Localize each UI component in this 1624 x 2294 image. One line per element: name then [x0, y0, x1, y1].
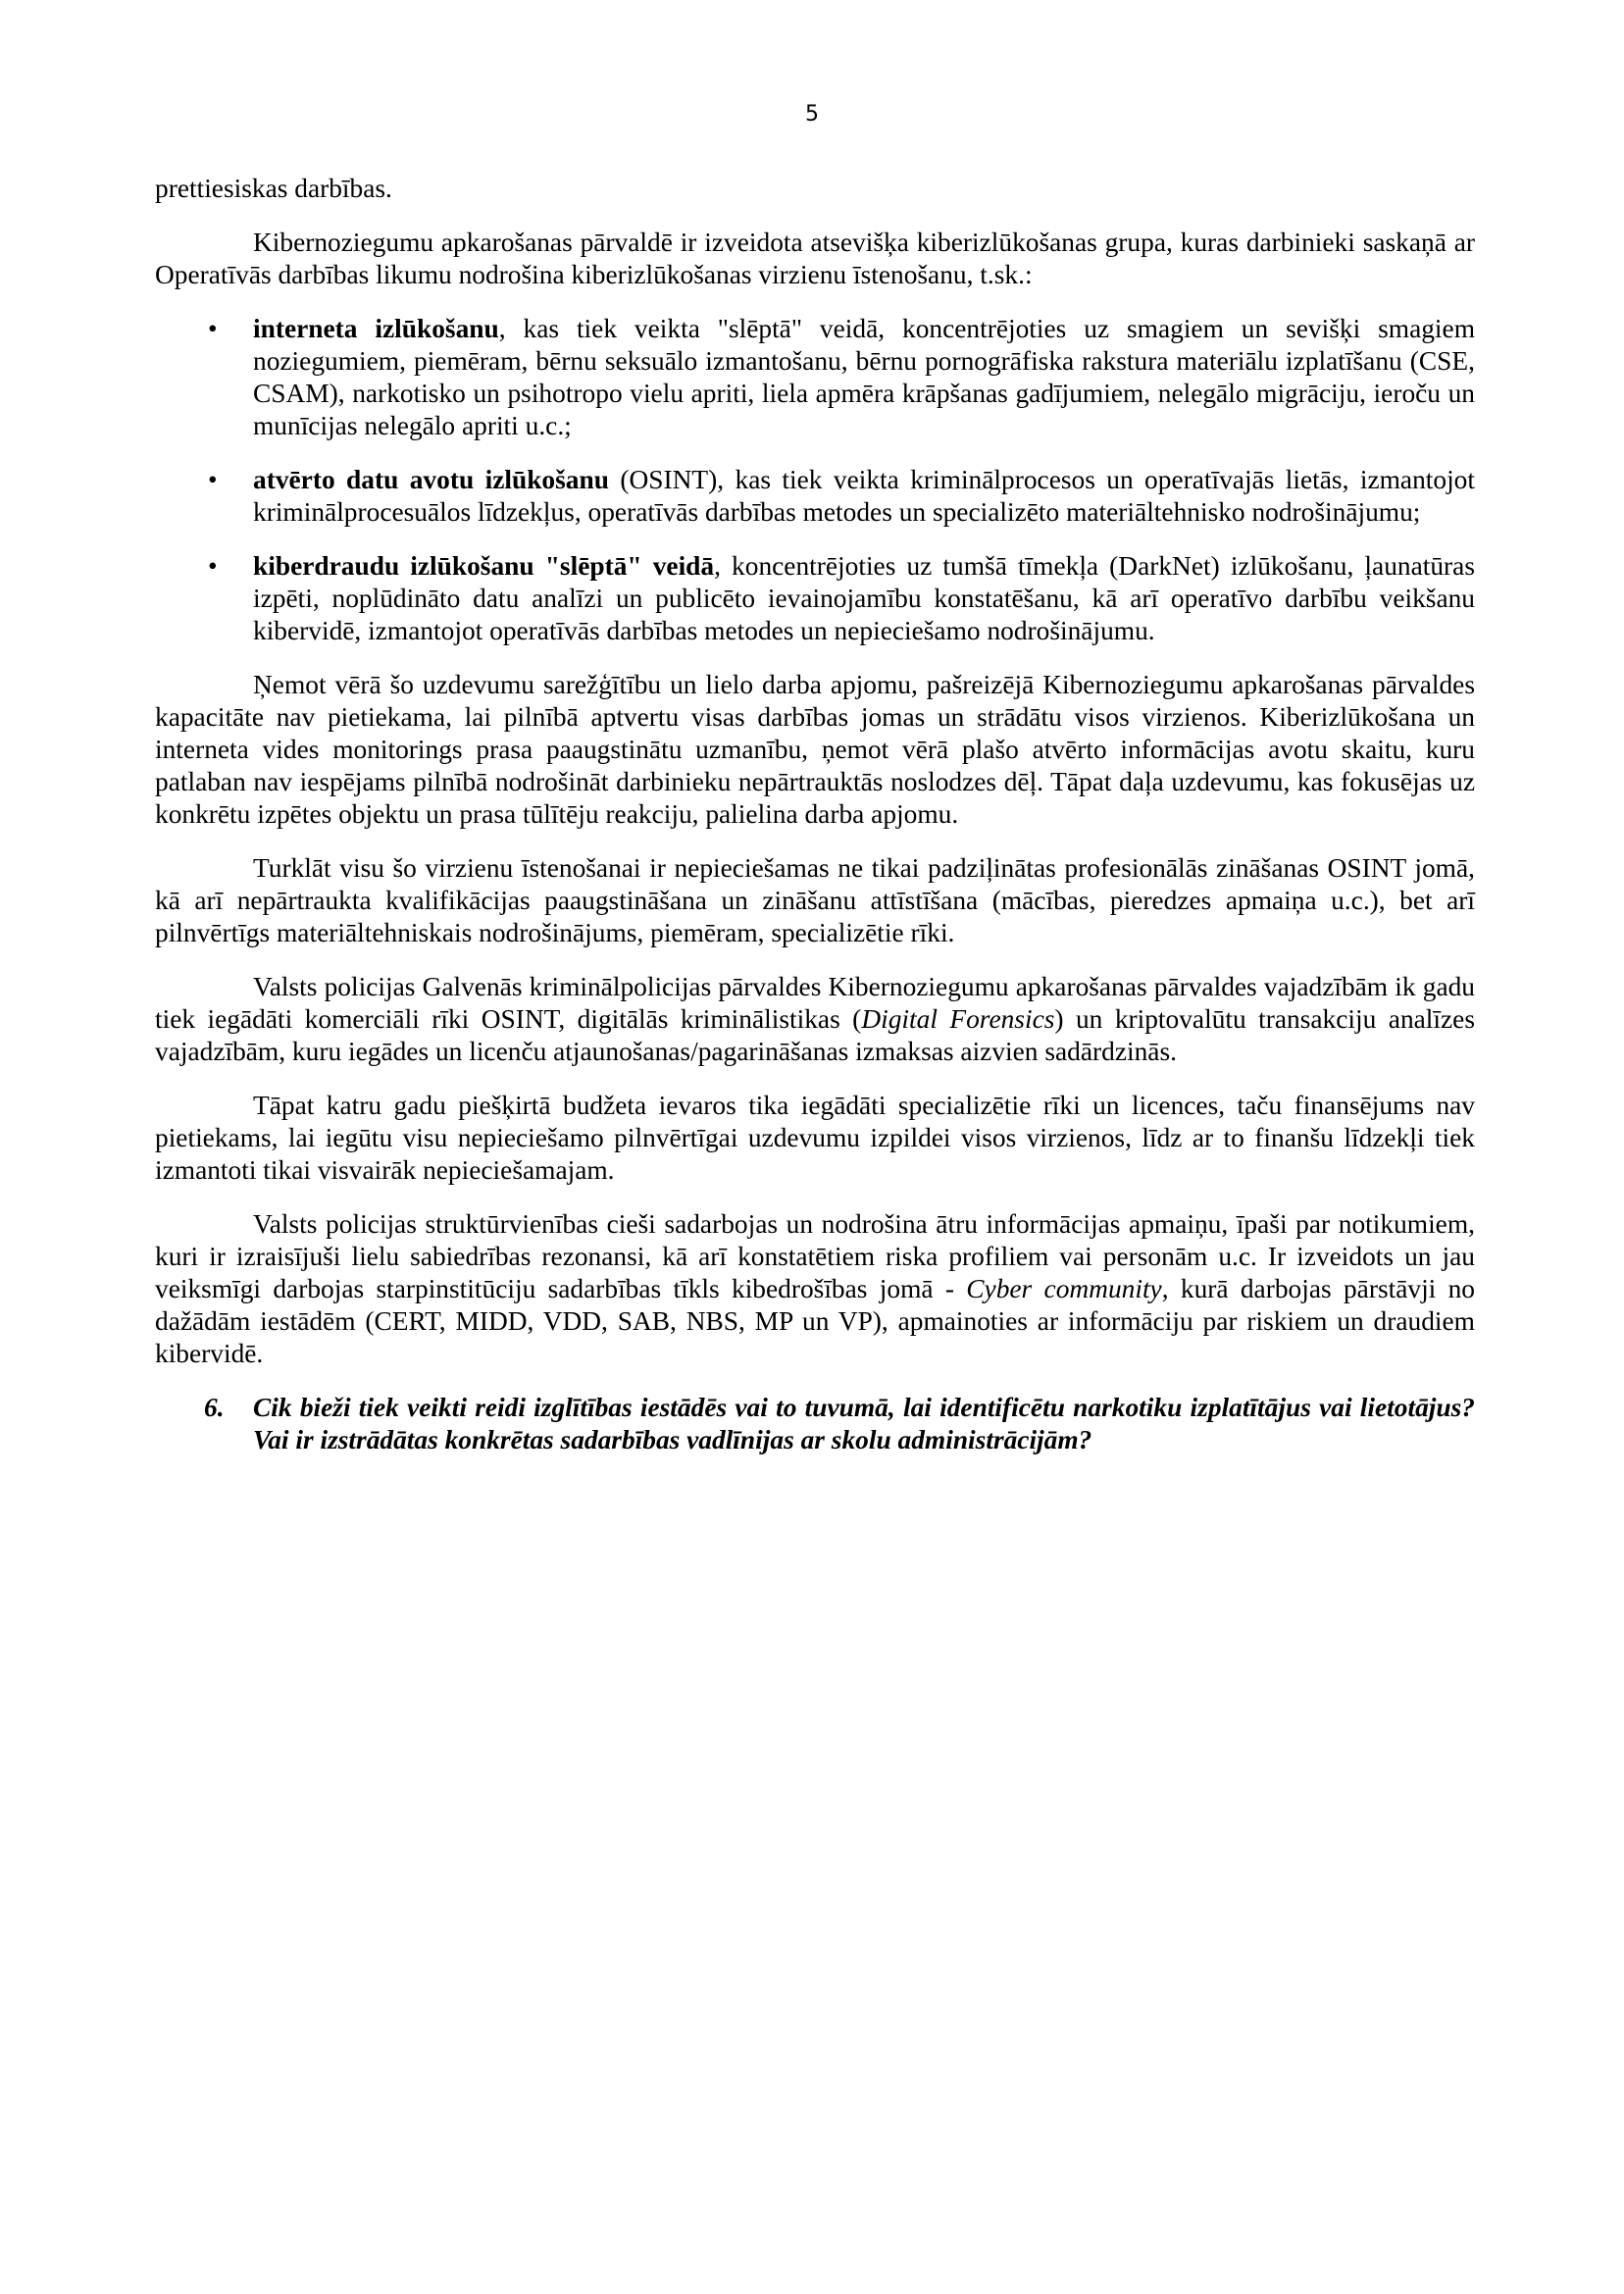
list-item-text: (OSINT), kas tiek veikta kriminālprocesos un operatīvajās lietās, izmantojot kriminālprocesuālos līdzekļus, operatīvās darbības metodes un specializēto materiāltehnisko nodrošinājumu;	[253, 465, 1475, 527]
paragraph-knowledge-requirements: Turklāt visu šo virzienu īstenošanai ir nepieciešamas ne tikai padziļinātas profesionālās zināšanas OSINT jomā, kā arī nepārtraukta kvalifikācijas paaugstināšana un zināšanu attīstīšana (mācības, pieredzes apmaiņa u.c.), bet arī pilnvērtīgs materiāltehniskais nodrošinājums, piemēram, specializētie rīki.	[155, 853, 1475, 947]
list-item-text: , kas tiek veikta "slēptā" veidā, koncentrējoties uz smagiem un sevišķi smagiem noziegumiem, piemēram, bērnu seksuālo izmantošanu, bērnu pornogrāfiska rakstura materiālu izplatīšanu (CSE, CSAM), narkotisko un psihotropo vielu apriti, liela apmēra krāpšanas gadījumiem, nelegālo migrāciju, ieroču un munīcijas nelegālo apriti u.c.;	[253, 314, 1475, 440]
document-body	[155, 173, 1475, 1456]
list-item-internet-intelligence	[155, 313, 1475, 442]
text-segment: Valsts policijas struktūrvienības cieši sadarbojas un nodrošina ātru informācijas apmaiņu, īpaši par notikumiem, kuri ir izraisījuši lielu sabiedrības rezonansi, kā arī konstatētiem riska profiliem vai personām u.c. Ir izveidots un jau veiksmīgi darbojas starpinstitūciju sadarbības tīkls kibedrošības jomā -	[155, 1209, 1475, 1303]
list-item-cyber-threat-intelligence	[155, 550, 1475, 647]
paragraph-capacity: Ņemot vērā šo uzdevumu sarežģītību un lielo darba apjomu, pašreizējā Kibernoziegumu apkarošanas pārvaldes kapacitāte nav pietiekama, lai pilnībā aptvertu visas darbības jomas un strādātu visos virzienos. Kiberizlūkošana un interneta vides monitorings prasa paaugstinātu uzmanību, ņemot vērā plašo atvērto informācijas avotu skaitu, kuru patlaban nav iespējams pilnībā nodrošināt darbinieku nepārtrauktās noslodzes dēļ. Tāpat daļa uzdevumu, kas fokusējas uz konkrētu izpētes objektu un prasa tūlītēju reakciju, palielina darba apjomu.	[155, 670, 1475, 829]
text-segment: ) un kriptovalūtu transakciju analīzes vajadzībām, kuru iegādes un licenču atjaunošanas/pagarināšanas izmaksas aizvien sadārdzinās.	[155, 1004, 1475, 1066]
italic-term: Digital Forensics	[861, 1004, 1055, 1034]
list-item-text: , koncentrējoties uz tumšā tīmekļa (DarkNet) izlūkošanu, ļaunatūras izpēti, noplūdināto datu analīzi un publicēto ievainojamību konstatēšanu, kā arī operatīvo darbību veikšanu kibervidē, izmantojot operatīvās darbības metodes un nepieciešamo nodrošinājumu.	[253, 551, 1475, 645]
italic-term: Cyber community	[966, 1274, 1162, 1303]
paragraph-cyber-intelligence-group: Kibernoziegumu apkarošanas pārvaldē ir izveidota atsevišķa kiberizlūkošanas grupa, kuras darbinieki saskaņā ar Operatīvās darbības likumu nodrošina kiberizlūkošanas virzienu īstenošanu, t.sk.:	[155, 228, 1475, 289]
bullet-icon: •	[208, 465, 218, 494]
paragraph-budget: Tāpat katru gadu piešķirtā budžeta ievaros tika iegādāti specializētie rīki un licences, taču finansējums nav pietiekams, lai iegūtu visu nepieciešamo pilnvērtīgai uzdevumu izpildei visos virzienos, līdz ar to finanšu līdzekļi tiek izmantoti tikai visvairāk nepieciešamajam.	[155, 1091, 1475, 1185]
question-heading	[155, 1392, 1475, 1456]
paragraph-continuation: prettiesiskas darbības.	[155, 174, 392, 203]
paragraph-commercial-tools	[155, 971, 1475, 1068]
question-text: Cik bieži tiek veikti reidi izglītības iestādēs vai to tuvumā, lai identificētu narkotiku izplatītājus vai lietotājus? Vai ir izstrādātas konkrētas sadarbības vadlīnijas ar skolu administrācijām?	[253, 1393, 1475, 1454]
list-item-term: atvērto datu avotu izlūkošanu	[253, 465, 609, 494]
text-segment: , kurā darbojas pārstāvji no dažādām iestādēm (CERT, MIDD, VDD, SAB, NBS, MP un VP), apmainoties ar informāciju par riskiem un draudiem kibervidē.	[155, 1274, 1475, 1368]
question-number: 6.	[204, 1393, 225, 1422]
paragraph-cooperation	[155, 1208, 1475, 1370]
list-item-term: kiberdraudu izlūkošanu "slēptā" veidā	[253, 551, 715, 581]
intelligence-directions-list	[155, 313, 1475, 647]
bullet-icon: •	[208, 551, 218, 581]
list-item-osint	[155, 464, 1475, 529]
text-segment: Valsts policijas Galvenās kriminālpolicijas pārvaldes Kibernoziegumu apkarošanas pārvaldes vajadzībām ik gadu tiek iegādāti komerciāli rīki OSINT, digitālās kriminālistikas (	[155, 972, 1475, 1034]
list-item-term: interneta izlūkošanu	[253, 314, 499, 343]
page-number: 5	[805, 102, 819, 127]
bullet-icon: •	[208, 314, 218, 343]
